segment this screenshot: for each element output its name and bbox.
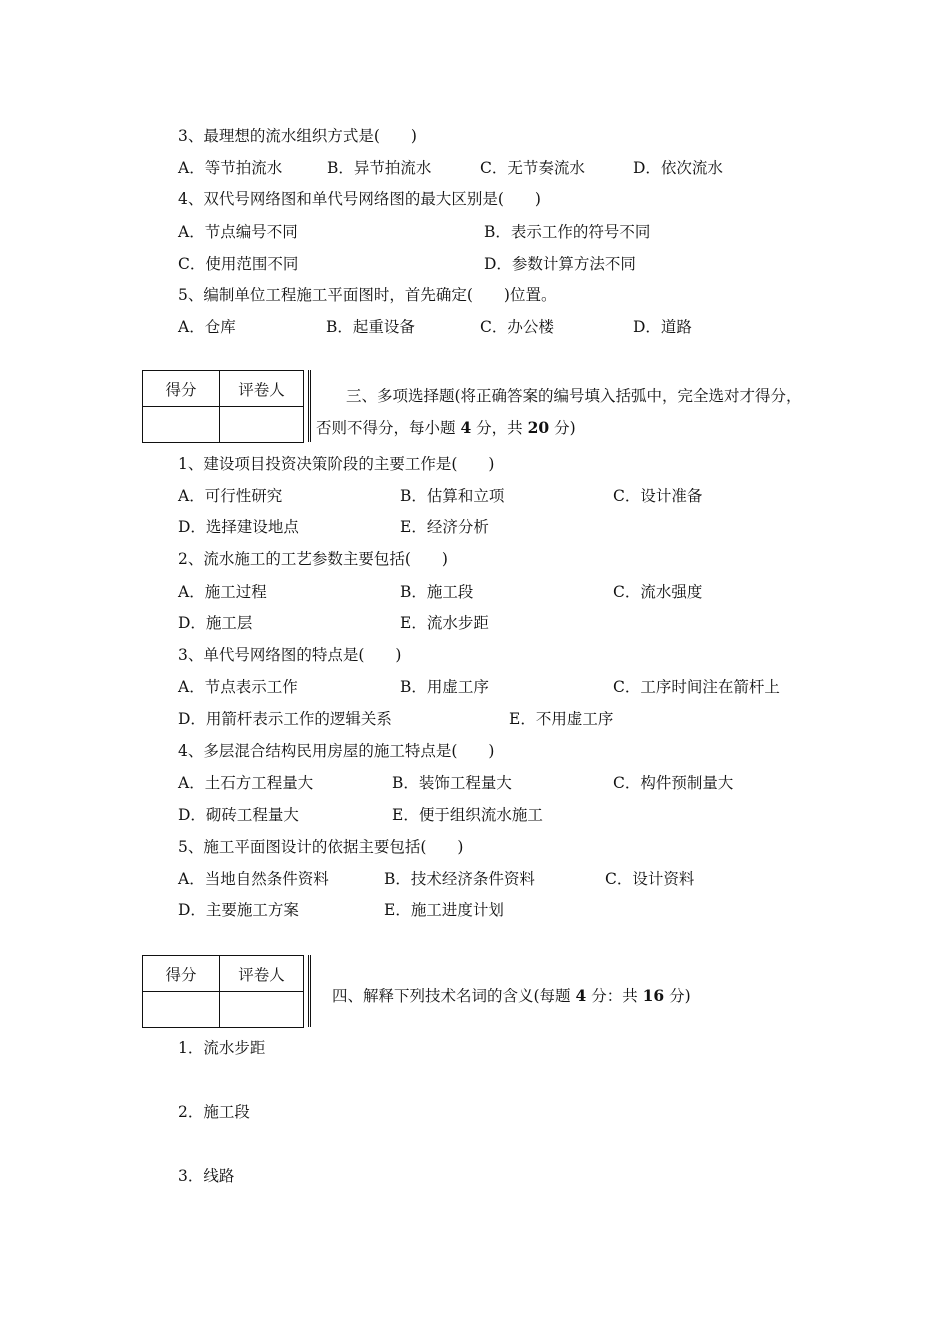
option-c: C．构件预制量大 — [613, 774, 734, 792]
option-d: D．道路 — [633, 318, 692, 336]
score-box — [142, 370, 311, 442]
option-a: A．节点表示工作 — [178, 678, 298, 696]
option-c: C．设计资料 — [605, 870, 695, 888]
option-e: E．经济分析 — [400, 518, 489, 536]
score-box — [142, 955, 311, 1027]
question-stem: 1、建设项目投资决策阶段的主要工作是( ) — [178, 455, 495, 473]
option-b: B．装饰工程量大 — [392, 774, 512, 792]
option-d: D．选择建设地点 — [178, 518, 299, 536]
score-label: 得分 — [143, 371, 220, 407]
question-stem: 3、最理想的流水组织方式是( ) — [178, 127, 417, 145]
option-b: B．用虚工序 — [400, 678, 489, 696]
question-stem: 3、单代号网络图的特点是( ) — [178, 646, 402, 664]
grader-field[interactable] — [220, 992, 304, 1028]
question-stem: 4、多层混合结构民用房屋的施工特点是( ) — [178, 742, 495, 760]
option-d: D．依次流水 — [633, 159, 723, 177]
option-b: B．起重设备 — [326, 318, 415, 336]
option-c: C．流水强度 — [613, 583, 703, 601]
option-d: D．参数计算方法不同 — [484, 255, 636, 273]
option-a: A．节点编号不同 — [178, 223, 298, 241]
term-item: 3．线路 — [178, 1167, 235, 1185]
option-c: C．无节奏流水 — [480, 159, 585, 177]
option-c: C．办公楼 — [480, 318, 554, 336]
section-heading: 三、多项选择题(将正确答案的编号填入括弧中，完全选对才得分， — [346, 387, 802, 405]
term-item: 1．流水步距 — [178, 1039, 266, 1057]
option-e: E．不用虚工序 — [509, 710, 614, 728]
option-b: B．施工段 — [400, 583, 474, 601]
question-stem: 5、施工平面图设计的依据主要包括( ) — [178, 838, 464, 856]
option-d: D．主要施工方案 — [178, 901, 299, 919]
option-a: A．仓库 — [178, 318, 236, 336]
option-e: E．便于组织流水施工 — [392, 806, 543, 824]
grader-label: 评卷人 — [220, 956, 304, 992]
option-a: A．等节拍流水 — [178, 159, 283, 177]
option-c: C．使用范围不同 — [178, 255, 299, 273]
option-c: C．工序时间注在箭杆上 — [613, 678, 780, 696]
option-a: A．可行性研究 — [178, 487, 283, 505]
score-field[interactable] — [143, 407, 220, 443]
option-a: A．当地自然条件资料 — [178, 870, 329, 888]
option-b: B．表示工作的符号不同 — [484, 223, 651, 241]
score-label: 得分 — [143, 956, 220, 992]
question-stem: 2、流水施工的工艺参数主要包括( ) — [178, 550, 448, 568]
question-stem: 4、双代号网络图和单代号网络图的最大区别是( ) — [178, 190, 541, 208]
option-b: B．技术经济条件资料 — [384, 870, 535, 888]
option-b: B．估算和立项 — [400, 487, 505, 505]
score-field[interactable] — [143, 992, 220, 1028]
option-d: D．施工层 — [178, 614, 253, 632]
option-d: D．用箭杆表示工作的逻辑关系 — [178, 710, 392, 728]
option-a: A．施工过程 — [178, 583, 267, 601]
grader-field[interactable] — [220, 407, 304, 443]
question-stem: 5、编制单位工程施工平面图时，首先确定( )位置。 — [178, 286, 557, 304]
term-item: 2．施工段 — [178, 1103, 250, 1121]
grader-label: 评卷人 — [220, 371, 304, 407]
section-heading: 四、解释下列技术名词的含义(每题 4 分：共 16 分) — [332, 986, 691, 1005]
option-e: E．施工进度计划 — [384, 901, 504, 919]
option-d: D．砌砖工程量大 — [178, 806, 299, 824]
option-a: A．土石方工程量大 — [178, 774, 314, 792]
option-e: E．流水步距 — [400, 614, 489, 632]
section-heading-cont: 否则不得分，每小题 4 分，共 20 分) — [316, 418, 576, 437]
option-b: B．异节拍流水 — [327, 159, 432, 177]
option-c: C．设计准备 — [613, 487, 703, 505]
